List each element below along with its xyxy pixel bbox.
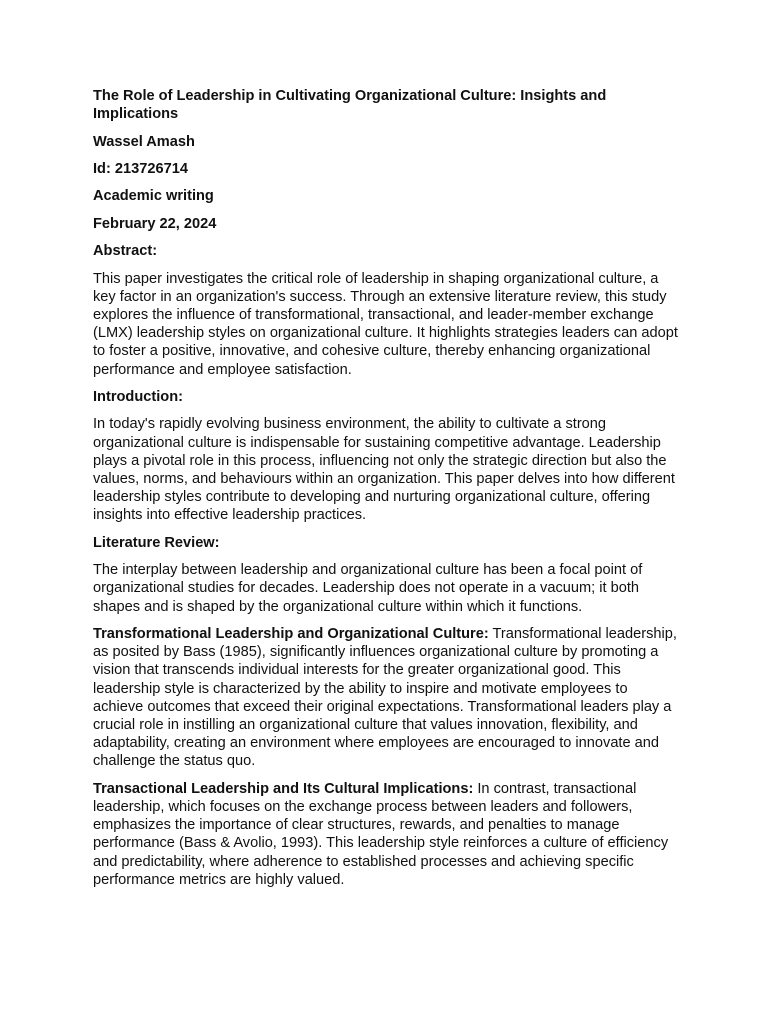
introduction-paragraph: In today's rapidly evolving business environment, the ability to cultivate a strong organizational culture is indispensable for sustaining competitive advantage. Leadership plays a pivotal role in this process, influencing not only the strategic direction but also the values, norms, and behaviours within an organization. This paper delves into how different leadership styles contribute to developing and nurturing organizational culture, offering insights into effective leadership practices. — [93, 416, 675, 524]
transactional-lead-in: Transactional Leadership and Its Cultural Implications: — [93, 780, 474, 797]
transactional-body: In contrast, transactional leadership, which focuses on the exchange process between leaders and followers, emphasizes the importance of clear structures, rewards, and penalties to manage performance (Bass & Avolio, 1993). This leadership style reinforces a culture of efficiency and predictability, where adherence to established processes and achieving specific performance metrics are highly valued. — [93, 780, 669, 888]
document-date: February 22, 2024 — [93, 215, 217, 232]
transformational-paragraph — [93, 625, 678, 771]
transformational-lead-in: Transformational Leadership and Organizational Culture: — [93, 625, 489, 642]
course-name: Academic writing — [93, 188, 214, 205]
literature-review-heading: Literature Review: — [93, 534, 220, 551]
document-title: The Role of Leadership in Cultivating Organizational Culture: Insights and Implications — [93, 88, 607, 123]
transactional-paragraph — [93, 780, 678, 889]
student-id: Id: 213726714 — [93, 160, 188, 177]
introduction-heading: Introduction: — [93, 388, 183, 405]
transformational-body: Transformational leadership, as posited by Bass (1985), significantly influences organizational culture by promoting a vision that transcends individual interests for the greater organizational good. This leadership style is characterized by the ability to inspire and motivate employees to achieve outcomes that exceed their original expectations. Transformational leaders play a crucial role in instilling an organizational culture that values innovation, flexibility, and adaptability, creating an environment where employees are encouraged to innovate and challenge the status quo. — [93, 625, 677, 770]
author-name: Wassel Amash — [93, 133, 195, 150]
abstract-paragraph: This paper investigates the critical role of leadership in shaping organizational culture, a key factor in an organization's success. Through an extensive literature review, this study explores the influence of transformational, transactional, and leader-member exchange (LMX) leadership styles on organizational culture. It highlights strategies leaders can adopt to foster a positive, innovative, and cohesive culture, thereby enhancing organizational performance and employee satisfaction. — [93, 270, 678, 378]
abstract-heading: Abstract: — [93, 243, 158, 260]
document-page — [93, 87, 678, 898]
literature-review-paragraph: The interplay between leadership and organizational culture has been a focal point of organizational studies for decades. Leadership does not operate in a vacuum; it both shapes and is shaped by the organizational culture within which it functions. — [93, 562, 643, 615]
